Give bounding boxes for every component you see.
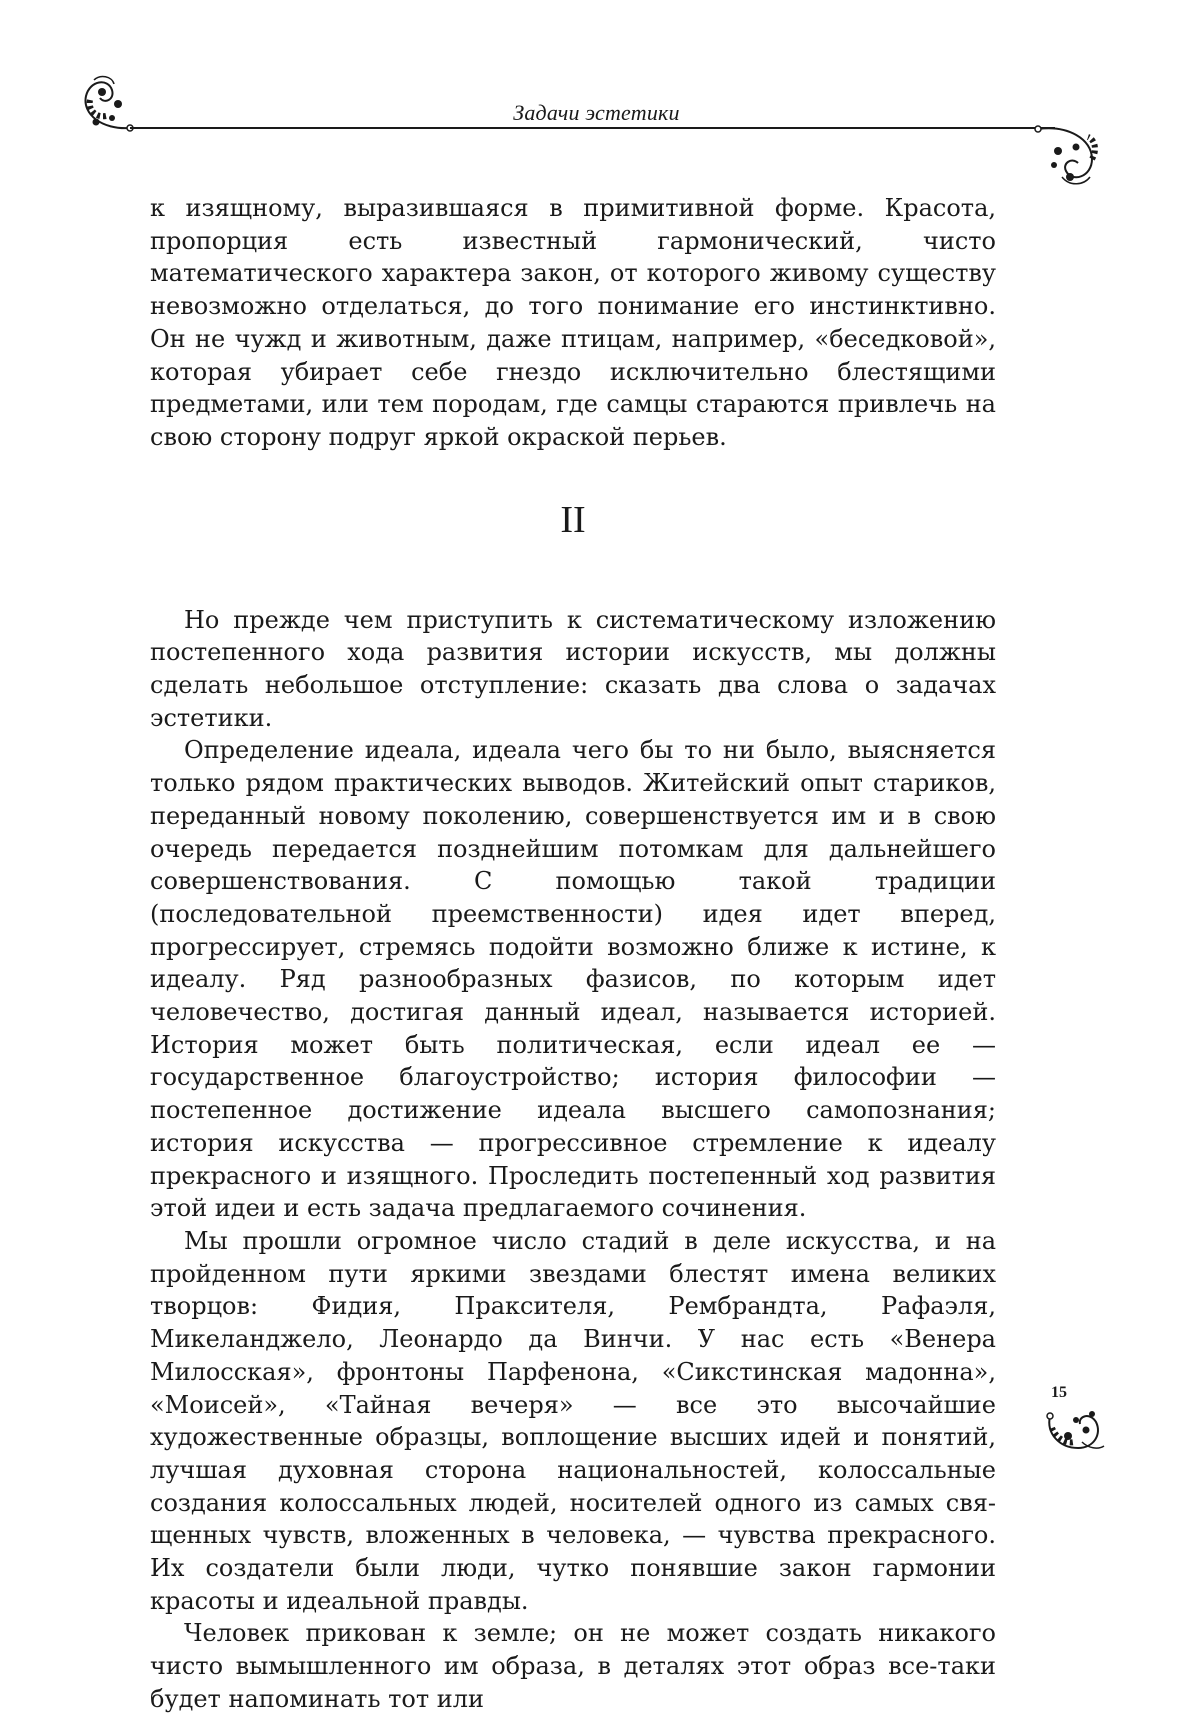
page-number: 15 bbox=[1051, 1384, 1067, 1401]
paragraph: к изящному, выразившаяся в примитивной форме. Красота, пропорция есть известный гармонический, чисто математического характера закон, от которого живому существу невозможно отделаться, до того понимание его инстинктивно. Он не чужд и животным, даже птицам, например, «беседковой», которая убирает себе гнездо исключительно блестящими предметами, или тем породам, где самцы стараются привлечь на свою сторону подруг яркой окраской перьев. bbox=[150, 194, 996, 451]
paragraph: Определение идеала, идеала чего бы то ни было, выясняется только рядом практических выводов. Житейский опыт стариков, переданный новому поколению, совершенствуется им и в свою очередь передается позднейшим потомкам для дальнейшего совершенствования. С помощью такой традиции (последовательной преемственности) идея идет вперед, прогрессирует, стремясь подойти возможно ближе к истине, к идеалу. Ряд разнообразных фазисов, по которым идет человечество, достигая данный идеал, называется историей. История может быть политическая, если идеал ее — государственное благоустройство; история философии — постепенное достижение идеала высшего самопознания; история искусства — прогрессивное стремление к идеалу прекрасного и изящного. Проследить постепенный ход развития этой идеи и есть задача предлагаемого сочинения. bbox=[150, 736, 996, 1223]
main-text bbox=[150, 192, 996, 1716]
section-heading: II bbox=[560, 498, 586, 541]
paragraph: Но прежде чем приступить к систематическому изложению постепенного хода развития истории искусств, мы должны сделать небольшое отступление: сказать два слова о задачах эстетики. bbox=[150, 605, 996, 732]
running-title: Задачи эстетики bbox=[513, 100, 680, 125]
flourish-ornament-icon bbox=[1042, 1390, 1108, 1456]
flourish-ornament-icon bbox=[1032, 125, 1108, 191]
paragraph: Человек прикован к земле; он не может создать никакого чисто вымышленного им образа, в деталях этот образ все-таки будет напоминать тот или bbox=[150, 1619, 996, 1713]
header-rule bbox=[130, 127, 1055, 129]
paragraph: Мы прошли огромное число стадий в деле искусства, и на пройденном пути яркими звездами блестят имена великих творцов: Фидия, Праксителя, Рембрандта, Рафаэля, Микеланджело, Леонардо да Винчи. У нас есть «Венера Милосская», фронтоны Парфенона, «Сикстинская мадонна», «Моисей», «Тайная вечеря» — все это высочайшие художественные образцы, воплощение высших идей и понятий, лучшая духовная сторона национальностей, колоссальные создания колоссальных людей, носителей одного из самых священных чувств, вложенных в человека, — чувства прекрасного. Их создатели были люди, чутко понявшие закон гармонии красоты и идеальной правды. bbox=[150, 1226, 996, 1615]
